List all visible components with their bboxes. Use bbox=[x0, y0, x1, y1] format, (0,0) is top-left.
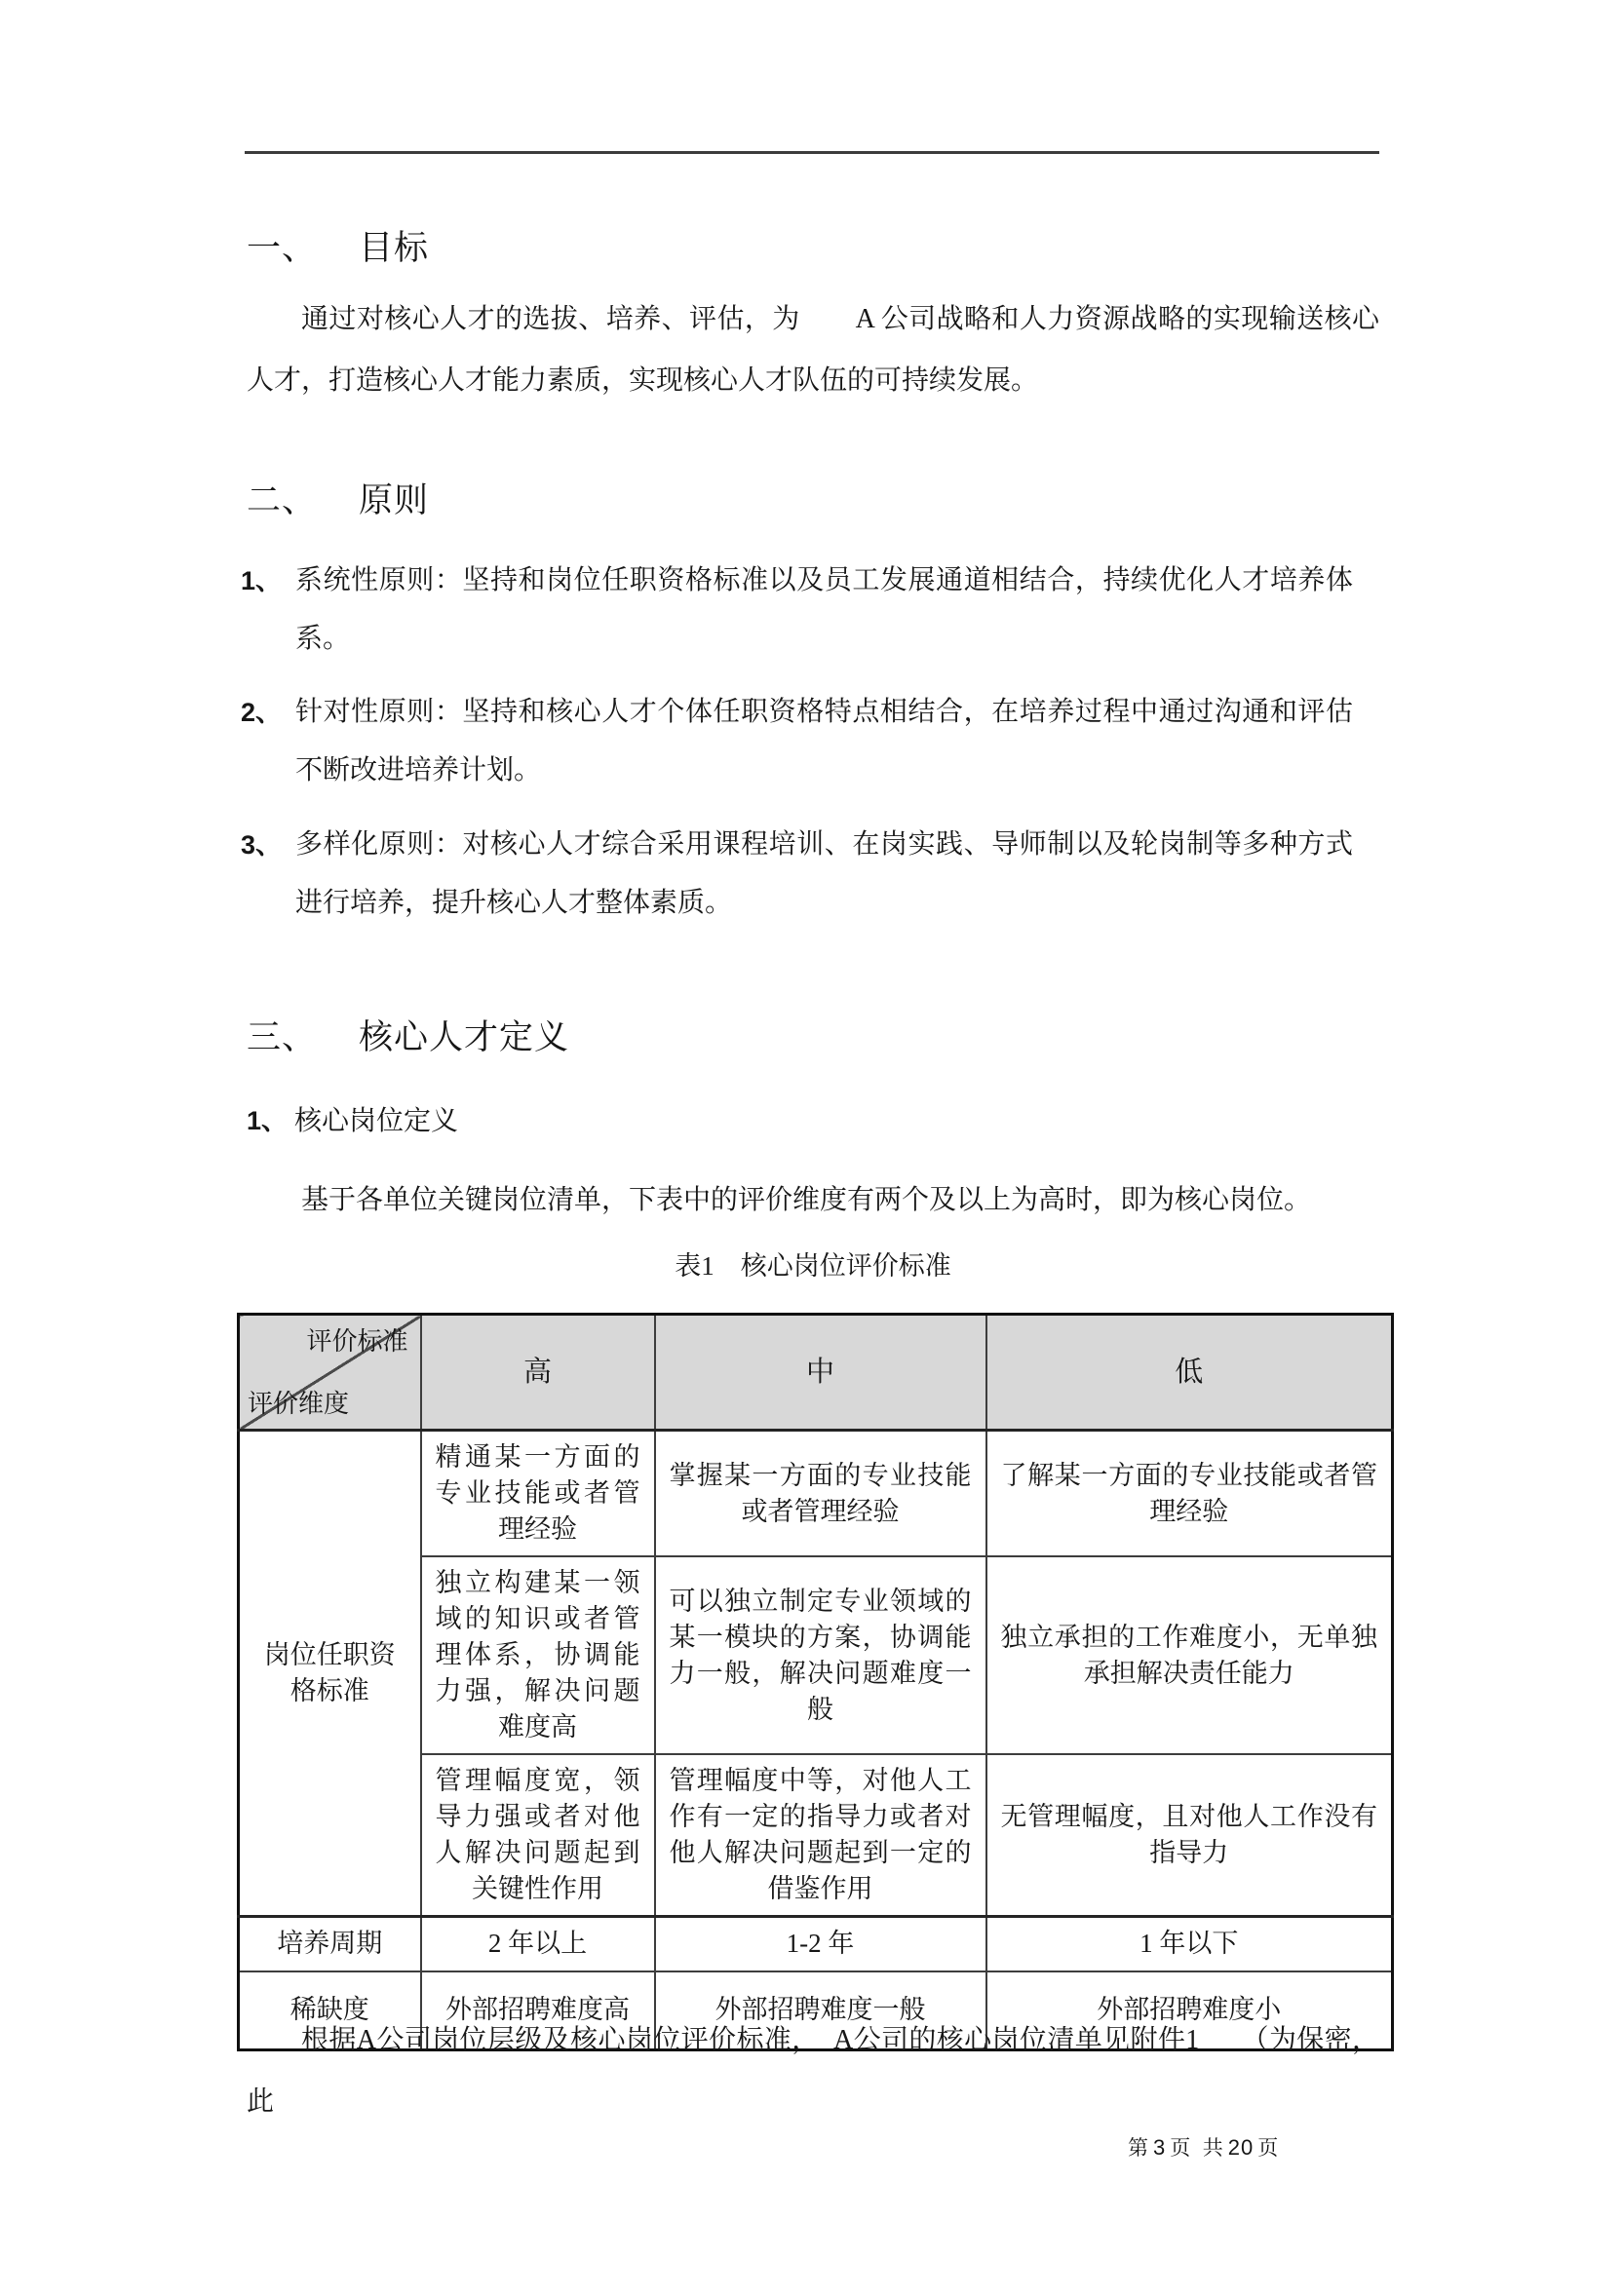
subsection-1-heading bbox=[247, 1101, 458, 1141]
cell-scarcity-high: 外部招聘难度高 bbox=[421, 1971, 655, 2050]
column-header-low: 低 bbox=[986, 1315, 1393, 1431]
principle-item-2-number: 2、 bbox=[241, 698, 283, 727]
row-label-qualification: 岗位任职资格标准 bbox=[239, 1431, 421, 1917]
corner-label-dimension: 评价维度 bbox=[248, 1390, 350, 1418]
section-1-number: 一、 bbox=[247, 229, 318, 267]
closing-paragraph: 根据A公司岗位层级及核心岗位评价标准， A公司的核心岗位清单见附件1 （为保密，此 bbox=[247, 2025, 1379, 2117]
cell-period-low: 1 年以下 bbox=[986, 1917, 1393, 1971]
row-label-scarcity: 稀缺度 bbox=[239, 1971, 421, 2050]
section-3-title: 核心人才定义 bbox=[359, 1018, 570, 1056]
cell-period-medium: 1-2 年 bbox=[655, 1917, 986, 1971]
cell-q1-high: 精通某一方面的专业技能或者管理经验 bbox=[421, 1431, 655, 1557]
footer-label-ye1: 页 bbox=[1170, 2136, 1192, 2160]
section-2-heading bbox=[247, 480, 429, 521]
principle-item-1 bbox=[241, 552, 1353, 669]
principle-item-1-number: 1、 bbox=[241, 566, 283, 595]
cell-scarcity-low: 外部招聘难度小 bbox=[986, 1971, 1393, 2050]
section-1-title: 目标 bbox=[359, 229, 430, 267]
principle-item-2 bbox=[241, 683, 1353, 800]
footer-label-di: 第 bbox=[1128, 2136, 1149, 2160]
corner-label-criteria: 评价标准 bbox=[306, 1327, 408, 1356]
section-1-paragraph: 通过对核心人才的选拔、培养、评估，为 A 公司战略和人力资源战略的实现输送核心人才，打造核心人才能力素质，实现核心人才队伍的可持续发展。 bbox=[247, 304, 1379, 396]
section-3-heading bbox=[247, 1017, 569, 1058]
principle-item-2-text: 针对性原则：坚持和核心人才个体任职资格特点相结合，在培养过程中通过沟通和评估不断改进培养计划。 bbox=[295, 697, 1353, 785]
diagonal-corner-cell bbox=[239, 1315, 421, 1431]
core-position-criteria-table bbox=[237, 1313, 1394, 2051]
subsection-1-number: 1、 bbox=[247, 1106, 289, 1135]
cell-period-high: 2 年以上 bbox=[421, 1917, 655, 1971]
column-header-medium: 中 bbox=[655, 1315, 986, 1431]
principle-item-3-number: 3、 bbox=[241, 830, 283, 860]
cell-q1-medium: 掌握某一方面的专业技能或者管理经验 bbox=[655, 1431, 986, 1557]
cell-q2-medium: 可以独立制定专业领域的某一模块的方案，协调能力一般，解决问题难度一般 bbox=[655, 1556, 986, 1754]
footer-label-gong: 共 bbox=[1202, 2136, 1224, 2160]
cell-q2-high: 独立构建某一领域的知识或者管理体系，协调能力强，解决问题难度高 bbox=[421, 1556, 655, 1754]
cell-scarcity-medium: 外部招聘难度一般 bbox=[655, 1971, 986, 2050]
subsection-1-title: 核心岗位定义 bbox=[294, 1106, 459, 1136]
row-label-training-period: 培养周期 bbox=[239, 1917, 421, 1971]
principle-item-1-text: 系统性原则：坚持和岗位任职资格标准以及员工发展通道相结合，持续优化人才培养体系。 bbox=[295, 565, 1353, 654]
footer-total-pages: 20 bbox=[1227, 2135, 1255, 2160]
cell-q3-medium: 管理幅度中等，对他人工作有一定的指导力或者对他人解决问题起到一定的借鉴作用 bbox=[655, 1754, 986, 1917]
cell-q3-low: 无管理幅度，且对他人工作没有指导力 bbox=[986, 1754, 1393, 1917]
page-footer bbox=[1128, 2134, 1279, 2162]
table-row-training-period bbox=[239, 1917, 1393, 1971]
table-caption: 表1 核心岗位评价标准 bbox=[675, 1251, 951, 1281]
footer-page-number: 3 bbox=[1153, 2135, 1167, 2160]
core-position-intro-paragraph: 基于各单位关键岗位清单，下表中的评价维度有两个及以上为高时，即为核心岗位。 bbox=[301, 1185, 1312, 1215]
section-2-title: 原则 bbox=[359, 481, 430, 519]
section-3-number: 三、 bbox=[247, 1018, 318, 1056]
principle-item-3-text: 多样化原则：对核心人才综合采用课程培训、在岗实践、导师制以及轮岗制等多种方式进行培养，提升核心人才整体素质。 bbox=[295, 829, 1353, 918]
section-1-heading bbox=[247, 228, 429, 269]
column-header-high: 高 bbox=[421, 1315, 655, 1431]
footer-label-ye2: 页 bbox=[1257, 2136, 1280, 2160]
header-rule bbox=[245, 151, 1379, 154]
table-row-qualification-1 bbox=[239, 1431, 1393, 1557]
cell-q3-high: 管理幅度宽，领导力强或者对他人解决问题起到关键性作用 bbox=[421, 1754, 655, 1917]
cell-q2-low: 独立承担的工作难度小，无单独承担解决责任能力 bbox=[986, 1556, 1393, 1754]
principle-item-3 bbox=[241, 816, 1353, 933]
table-header-row bbox=[239, 1315, 1393, 1431]
cell-q1-low: 了解某一方面的专业技能或者管理经验 bbox=[986, 1431, 1393, 1557]
section-2-number: 二、 bbox=[247, 481, 318, 519]
